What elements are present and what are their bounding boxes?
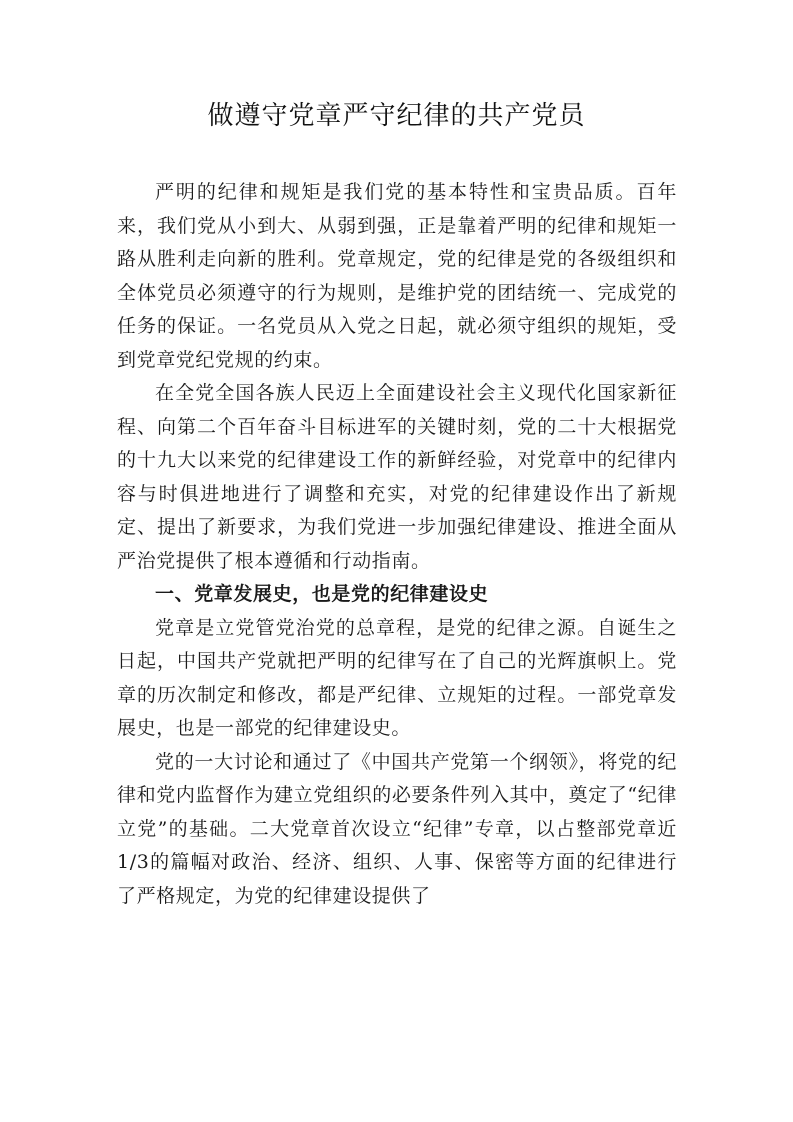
document-title: 做遵守党章严守纪律的共产党员 <box>207 101 586 131</box>
paragraph-intro: 严明的纪律和规矩是我们党的基本特性和宝贵品质。百年来，我们党从小到大、从弱到强，正是靠着严明的纪律和规矩一路从胜利走向新的胜利。党章规定，党的纪律是党的各级组织和全体党员必须遵守的行为规则，是维护党的团结统一、完成党的任务的保证。一名党员从入党之日起，就必须守组织的规矩，受到党章党纪党规的约束。 <box>117 181 677 371</box>
paragraph-section-2: 党的一大讨论和通过了《中国共产党第一个纲领》，将党的纪律和党内监督作为建立党组织的必要条件列入其中，奠定了“纪律立党”的基础。二大党章首次设立“纪律”专章，以占整部党章近1/3的篇幅对政治、经济、组织、人事、保密等方面的纪律进行了严格规定，为党的纪律建设提供了 <box>117 750 677 907</box>
section-heading: 一、党章发展史，也是党的纪律建设史 <box>155 583 489 605</box>
document-body <box>117 176 677 913</box>
paragraph-section-1: 党章是立党管党治党的总章程，是党的纪律之源。自诞生之日起，中国共产党就把严明的纪律写在了自己的光辉旗帜上。党章的历次制定和修改，都是严纪律、立规矩的过程。一部党章发展史，也是一部党的纪律建设史。 <box>117 616 677 739</box>
paragraph-context: 在全党全国各族人民迈上全面建设社会主义现代化国家新征程、向第二个百年奋斗目标进军的关键时刻，党的二十大根据党的十九大以来党的纪律建设工作的新鲜经验，对党章中的纪律内容与时俱进地进行了调整和充实，对党的纪律建设作出了新规定、提出了新要求，为我们党进一步加强纪律建设、推进全面从严治党提供了根本遵循和行动指南。 <box>117 382 677 572</box>
